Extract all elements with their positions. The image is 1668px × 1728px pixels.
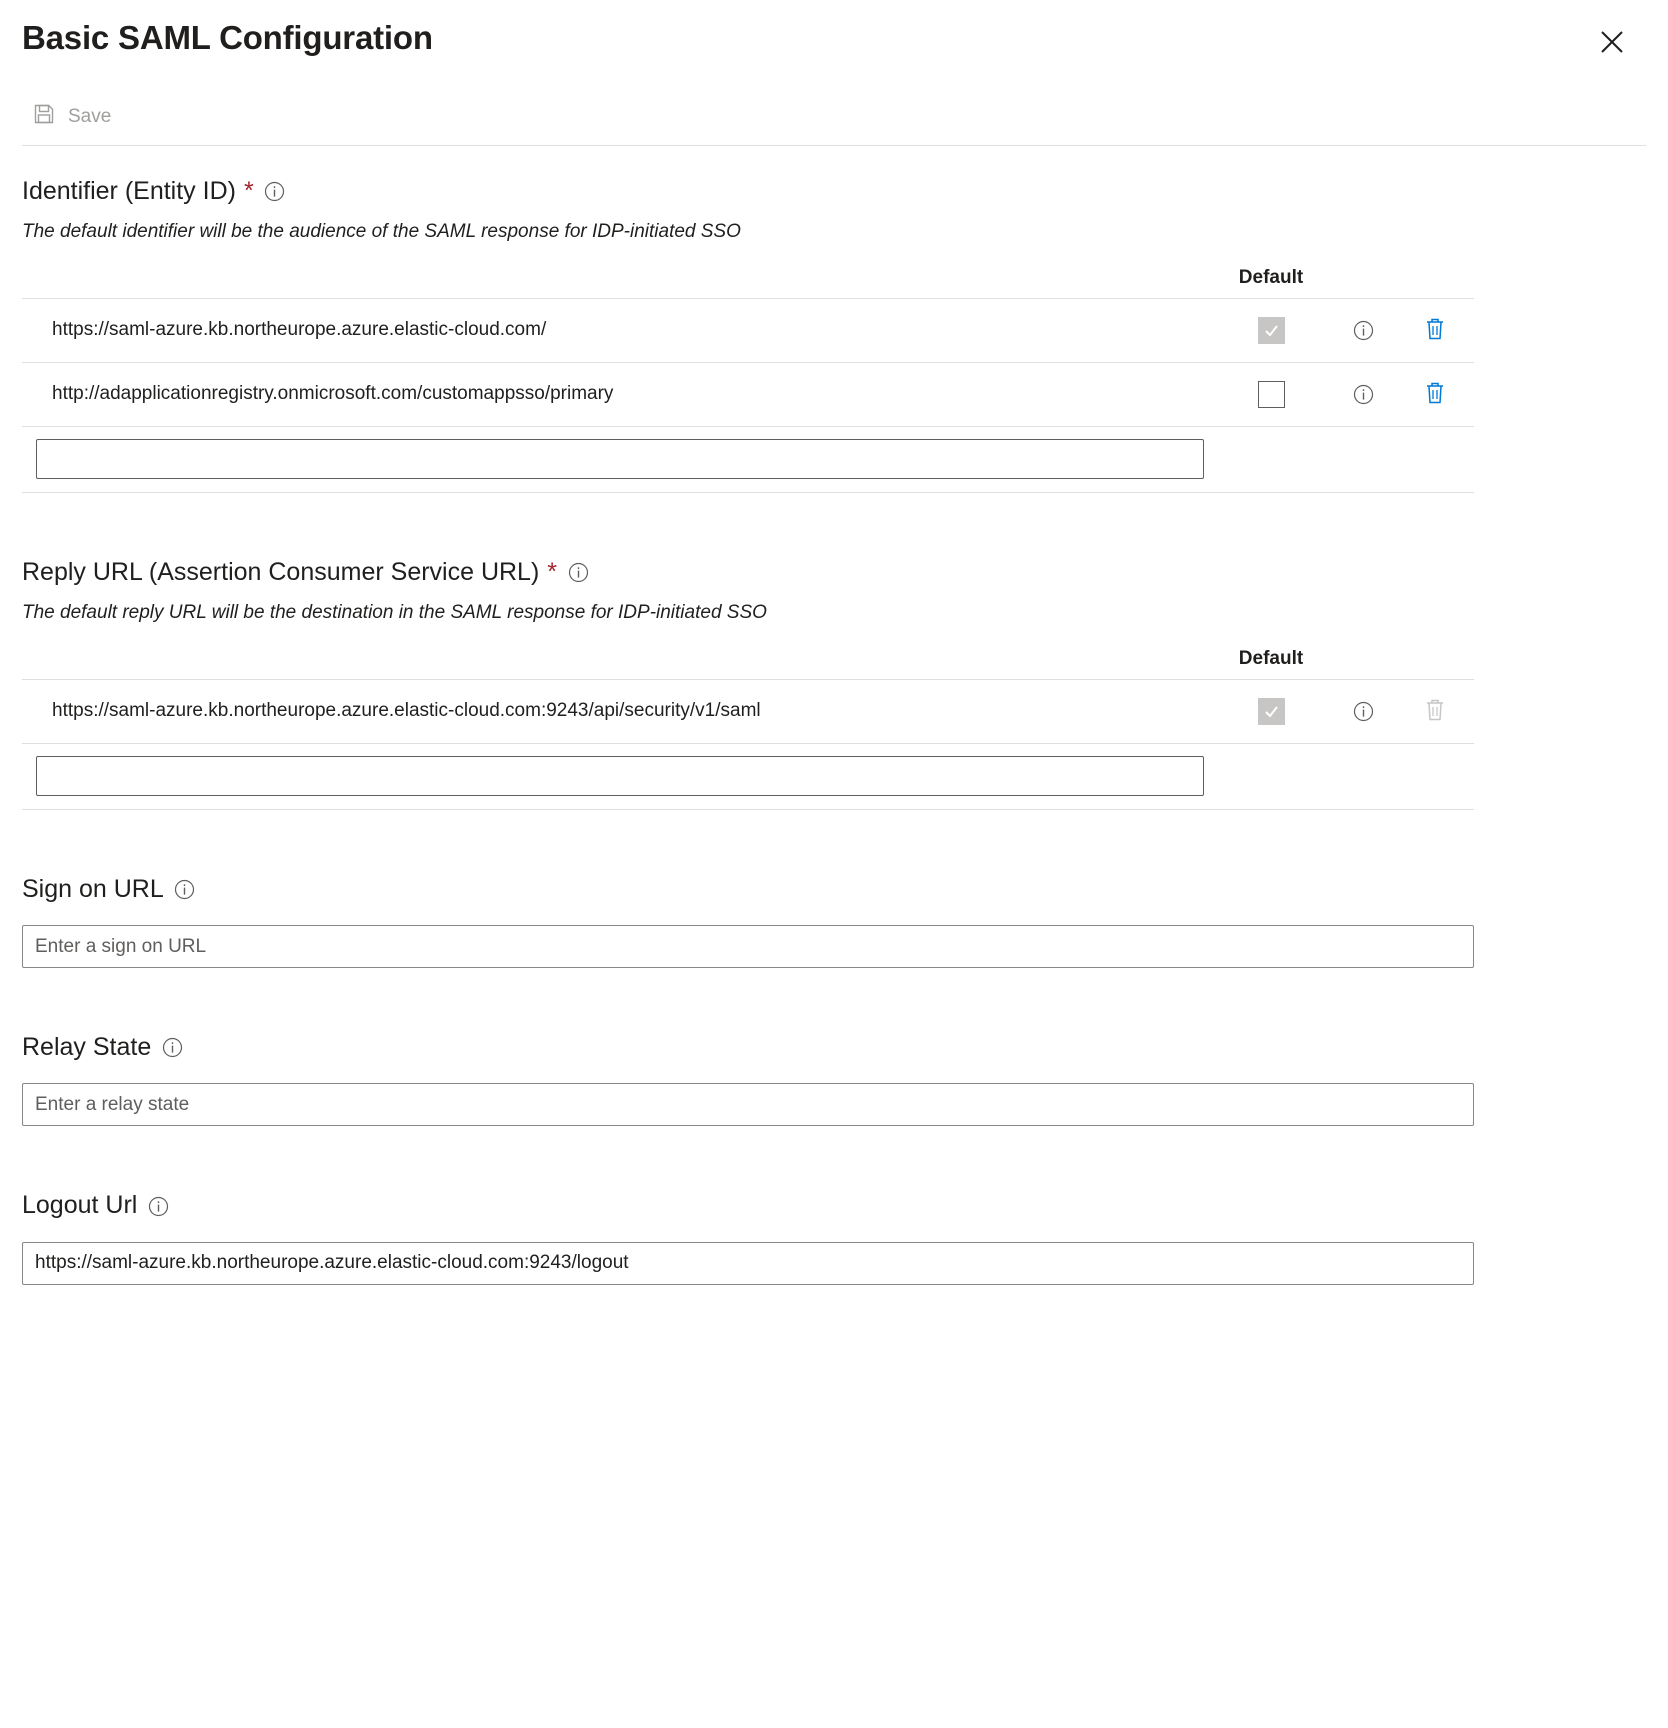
identifier-default-column-header: Default [1238, 266, 1304, 288]
reply-url-new-row [22, 744, 1474, 810]
sign-on-url-label-text: Sign on URL [22, 874, 164, 903]
table-row [22, 299, 1474, 363]
save-icon [32, 102, 56, 132]
relay-state-label-text: Relay State [22, 1033, 152, 1062]
logout-url-label-text: Logout Url [22, 1191, 138, 1220]
panel-header [22, 0, 1646, 64]
identifier-new-row [22, 427, 1474, 493]
info-icon[interactable] [147, 1195, 169, 1217]
identifier-row-default-cell [1212, 381, 1330, 408]
info-icon[interactable] [1352, 383, 1374, 405]
trash-icon [1423, 316, 1447, 345]
sign-on-url-label [22, 874, 1646, 905]
save-button[interactable] [22, 96, 121, 138]
logout-url-field-block [22, 1190, 1646, 1284]
delete-row-button[interactable] [1419, 312, 1451, 349]
identifier-row-value: https://saml-azure.kb.northeurope.azure.elastic-cloud.com/ [52, 319, 547, 341]
reply-url-table-header [22, 648, 1474, 680]
sign-on-url-input[interactable] [22, 925, 1474, 968]
identifier-row-default-cell [1212, 317, 1330, 344]
identifier-new-value-input[interactable] [36, 439, 1204, 479]
delete-row-button [1419, 693, 1451, 730]
command-bar [22, 88, 1646, 146]
info-icon[interactable] [1352, 700, 1374, 722]
reply-url-table [22, 648, 1474, 810]
reply-url-label-text: Reply URL (Assertion Consumer Service URL) [22, 557, 540, 586]
identifier-label [22, 176, 1646, 207]
info-icon[interactable] [174, 879, 196, 901]
relay-state-input[interactable] [22, 1083, 1474, 1126]
save-button-label: Save [68, 105, 112, 127]
trash-icon [1423, 697, 1447, 726]
table-row [22, 680, 1474, 744]
close-icon [1599, 29, 1625, 55]
reply-url-row-delete-cell [1396, 693, 1474, 730]
relay-state-field-block [22, 1032, 1646, 1126]
delete-row-button[interactable] [1419, 376, 1451, 413]
identifier-row-info-cell [1330, 319, 1396, 341]
reply-url-description: The default reply URL will be the destination in the SAML response for IDP-initiated SSO [22, 602, 767, 624]
identifier-field-block [22, 176, 1646, 493]
reply-url-required-marker: * [547, 558, 558, 587]
info-icon[interactable] [161, 1037, 183, 1059]
logout-url-label [22, 1190, 1646, 1221]
identifier-label-text: Identifier (Entity ID) [22, 177, 236, 205]
info-icon[interactable] [264, 181, 286, 203]
reply-url-row-info-cell [1330, 700, 1396, 722]
identifier-url-table [22, 267, 1474, 493]
reply-url-new-value-input[interactable] [36, 756, 1204, 796]
info-icon[interactable] [567, 562, 589, 584]
default-checkbox[interactable] [1258, 381, 1285, 408]
default-checkbox[interactable] [1258, 317, 1285, 344]
table-row [22, 363, 1474, 427]
identifier-row-delete-cell [1396, 312, 1474, 349]
relay-state-label [22, 1032, 1646, 1063]
identifier-description: The default identifier will be the audience of the SAML response for IDP-initiated SSO [22, 221, 741, 243]
page-title: Basic SAML Configuration [22, 19, 433, 56]
reply-url-field-block [22, 557, 1646, 810]
reply-url-label [22, 557, 1646, 588]
identifier-row-value: http://adapplicationregistry.onmicrosoft.com/customappsso/primary [52, 383, 614, 405]
sign-on-url-field-block [22, 874, 1646, 968]
reply-url-row-value: https://saml-azure.kb.northeurope.azure.elastic-cloud.com:9243/api/security/v1/saml [52, 700, 761, 722]
default-checkbox[interactable] [1258, 698, 1285, 725]
logout-url-input[interactable] [22, 1242, 1474, 1285]
identifier-required-marker: * [243, 177, 254, 206]
close-button[interactable] [1590, 20, 1634, 64]
info-icon[interactable] [1352, 319, 1374, 341]
identifier-row-delete-cell [1396, 376, 1474, 413]
trash-icon [1423, 380, 1447, 409]
identifier-row-info-cell [1330, 383, 1396, 405]
reply-url-default-column-header: Default [1238, 647, 1304, 669]
identifier-table-header [22, 267, 1474, 299]
reply-url-row-default-cell [1212, 698, 1330, 725]
